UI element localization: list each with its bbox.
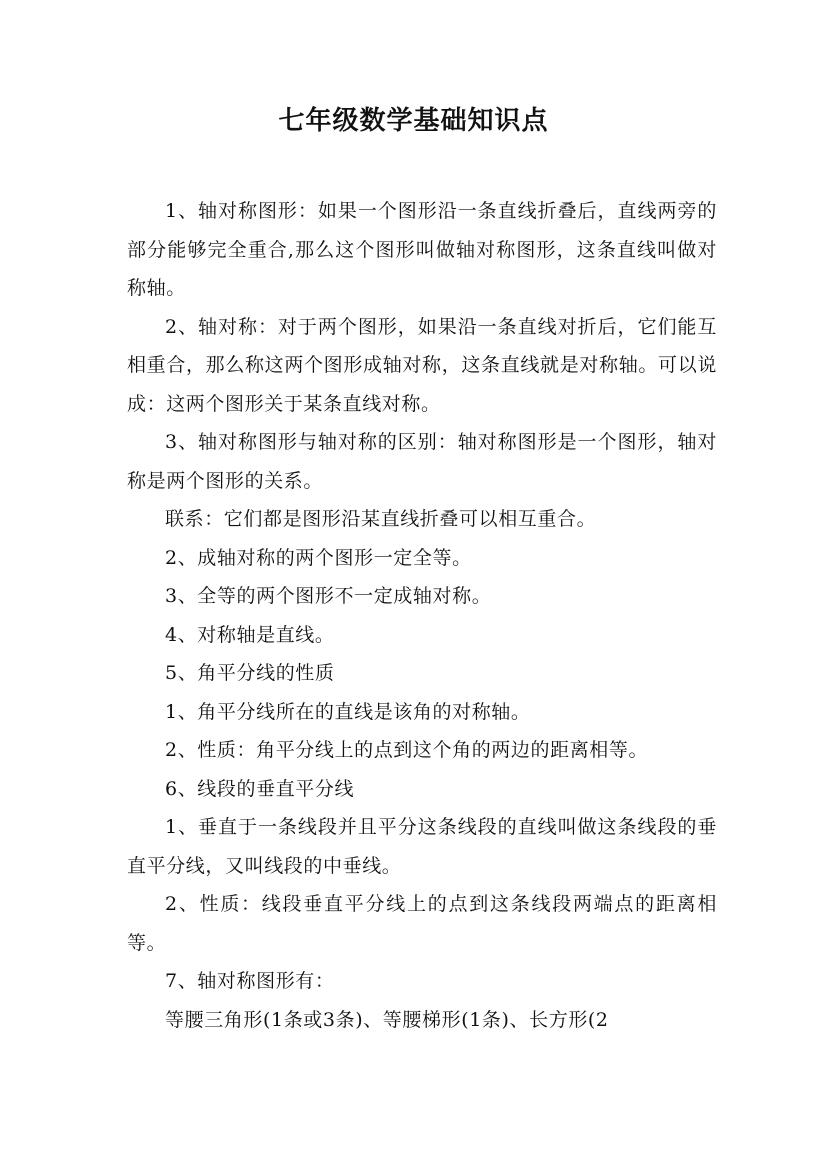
paragraph-perpendicular-bisector-definition: 1、垂直于一条线段并且平分这条线段的直线叫做这条线段的垂直平分线，又叫线段的中垂线。	[127, 816, 717, 877]
paragraph-symmetric-figures-heading: 7、轴对称图形有：	[165, 970, 335, 992]
paragraph-angle-bisector-property: 2、性质：角平分线上的点到这个角的两边的距离相等。	[165, 739, 649, 761]
paragraph-axis-symmetric-figure: 1、轴对称图形：如果一个图形沿一条直线折叠后，直线两旁的部分能够完全重合,那么这个图形叫做轴对称图形，这条直线叫做对称轴。	[127, 200, 717, 299]
paragraph-difference: 3、轴对称图形与轴对称的区别：轴对称图形是一个图形，轴对称是两个图形的关系。	[127, 431, 717, 492]
paragraph-axis-symmetry: 2、轴对称：对于两个图形，如果沿一条直线对折后，它们能互相重合，那么称这两个图形成轴对称，这条直线就是对称轴。可以说成：这两个图形关于某条直线对称。	[127, 315, 717, 415]
document-title: 七年级数学基础知识点	[278, 106, 549, 136]
paragraph-perpendicular-bisector-property: 2、性质：线段垂直平分线上的点到这条线段两端点的距离相等。	[127, 893, 717, 954]
paragraph-axis-is-line: 4、对称轴是直线。	[165, 623, 335, 646]
paragraph-angle-bisector-heading: 5、角平分线的性质	[165, 662, 335, 684]
paragraph-angle-bisector-axis: 1、角平分线所在的直线是该角的对称轴。	[165, 700, 531, 723]
paragraph-not-necessarily-symmetric: 3、全等的两个图形不一定成轴对称。	[165, 585, 492, 607]
paragraph-perpendicular-bisector-heading: 6、线段的垂直平分线	[165, 777, 355, 800]
paragraph-symmetric-figures-list: 等腰三角形(1条或3条)、等腰梯形(1条)、长方形(2	[165, 1008, 609, 1031]
document-body	[127, 192, 717, 1039]
paragraph-congruent: 2、成轴对称的两个图形一定全等。	[165, 546, 472, 569]
paragraph-connection: 联系：它们都是图形沿某直线折叠可以相互重合。	[165, 508, 597, 530]
